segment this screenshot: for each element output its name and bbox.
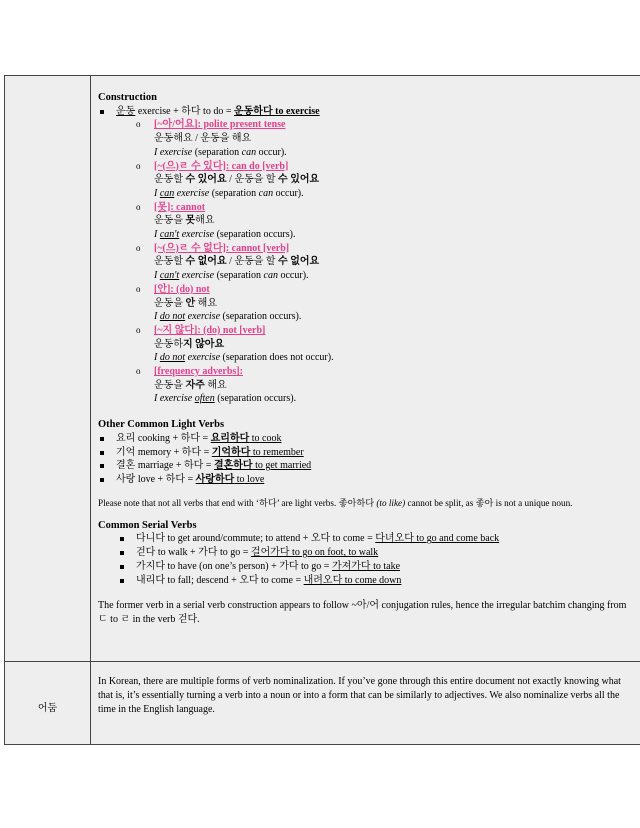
row-content-cell bbox=[91, 76, 640, 662]
list-item: 다니다 to get around/commute; to attend + 오다 to come = 다녀오다 to go and come back bbox=[98, 532, 633, 546]
list-item: 걷다 to walk + 가다 to go = 걸어가다 to go on foot, to walk bbox=[98, 546, 633, 560]
serial-verbs-paragraph: The former verb in a serial verb construction appears to follow ~아/어 conjugation rules, hence the irregular batchim changing from ㄷ to ㄹ in the verb 걷다. bbox=[98, 600, 627, 626]
form-item: o [~지 않다]: (do) not [verb] 운동하지 않아요 I do not exercise (separation does not occur). bbox=[136, 324, 633, 365]
row-label-cell bbox=[5, 662, 91, 745]
row-label: 어둠 bbox=[37, 703, 58, 714]
construction-list bbox=[98, 105, 633, 119]
list-item: 사랑 love + 하다 = 사랑하다 to love bbox=[98, 473, 633, 487]
row-label-cell bbox=[5, 76, 91, 662]
form-item: o [frequency adverbs]: 운동을 자주 해요 I exercise often (separation occurs). bbox=[136, 365, 633, 406]
form-item: o [못]: cannot 운동을 못해요 I can't exercise (separation occurs). bbox=[136, 201, 633, 242]
construction-heading: Construction bbox=[98, 92, 157, 103]
light-verbs-note: Please note that not all verbs that end with ‘하다’ are light verbs. 좋아하다 (to like) cannot be split, as 좋아 is not a unique noun. bbox=[98, 497, 573, 508]
form-item: o [~(으)ㄹ 수 없다]: cannot [verb] 운동할 수 없어요 / 운동을 할 수 없어요 I can't exercise (separation can occur). bbox=[136, 242, 633, 283]
form-item: o [안]: (do) not 운동을 안 해요 I do not exercise (separation occurs). bbox=[136, 283, 633, 324]
list-item: 요리 cooking + 하다 = 요리하다 to cook bbox=[98, 432, 633, 446]
light-verbs-heading: Other Common Light Verbs bbox=[98, 419, 225, 431]
table-row bbox=[5, 662, 640, 745]
form-item: o [~(으)ㄹ 수 있다]: can do [verb] 운동할 수 있어요 / 운동을 할 수 있어요 I can exercise (separation can occur). bbox=[136, 160, 633, 201]
content-table bbox=[4, 75, 640, 745]
light-verbs-list bbox=[98, 432, 633, 487]
list-item: 가지다 to have (on one’s person) + 가다 to go = 가져가다 to take bbox=[98, 560, 633, 574]
list-item: 내리다 to fall; descend + 오다 to come = 내려오다 to come down bbox=[98, 574, 633, 588]
list-item: 결혼 marriage + 하다 = 결혼하다 to get married bbox=[98, 459, 633, 473]
form-item: o [~아/어요]: polite present tense 운동해요 / 운동을 해요 I exercise (separation can occur). bbox=[136, 118, 633, 159]
list-item: 기억 memory + 하다 = 기억하다 to remember bbox=[98, 446, 633, 460]
construction-main: 운동 exercise + 하다 to do = 운동하다 to exercise bbox=[98, 105, 633, 119]
form-list bbox=[98, 118, 633, 406]
row-content-cell bbox=[91, 662, 640, 745]
serial-verbs-list bbox=[98, 532, 633, 587]
nominalization-paragraph: In Korean, there are multiple forms of verb nominalization. If you’ve gone through this entire document not exactly knowing what that is, it’s essentially turning a verb into a noun or into a form that can be similarly to adjectives. We also nominalize verbs all the time in the English language. bbox=[98, 676, 621, 715]
serial-verbs-heading: Common Serial Verbs bbox=[98, 519, 197, 531]
table-row bbox=[5, 76, 640, 662]
